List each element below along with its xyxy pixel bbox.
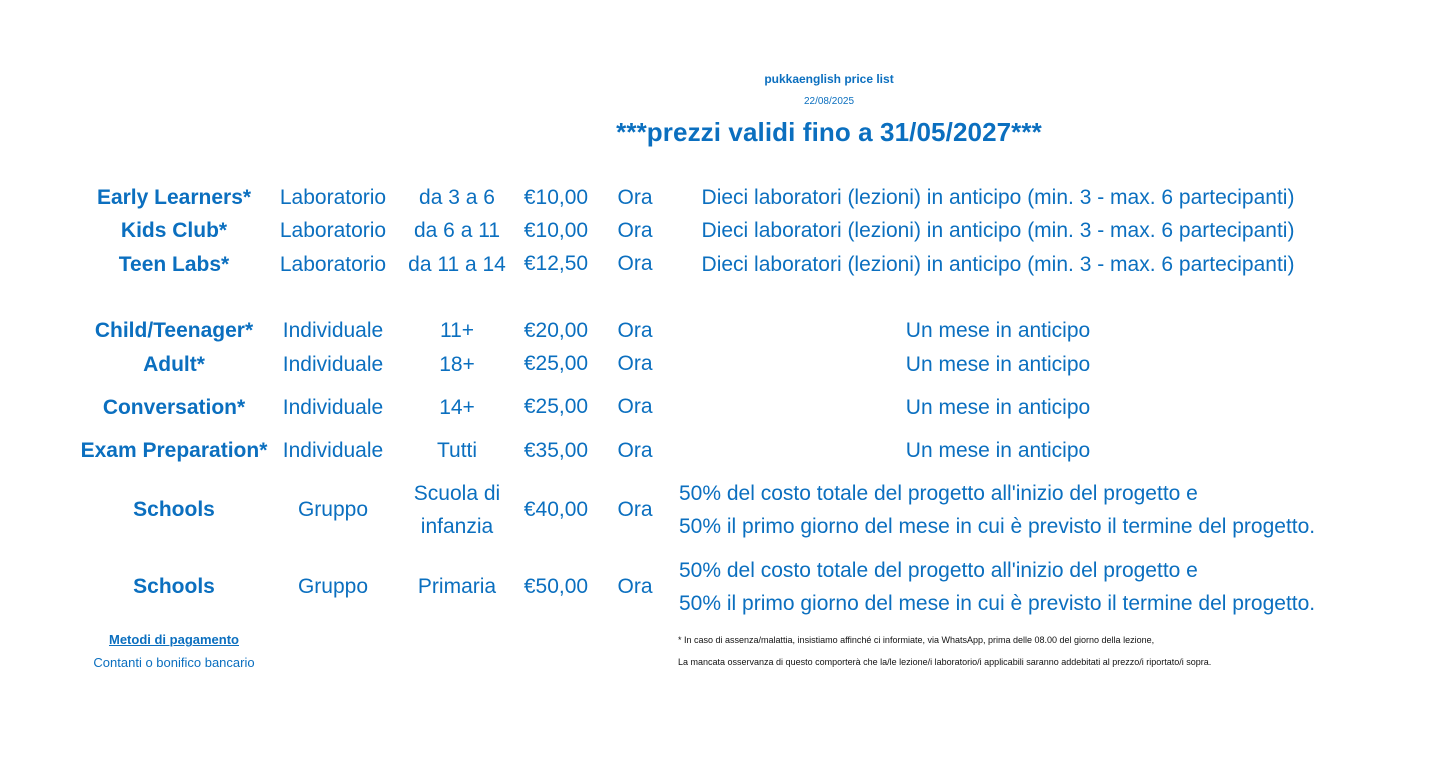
payment-terms: Un mese in anticipo <box>905 396 1091 419</box>
course-name: Teen Labs* <box>118 253 230 276</box>
course-name: Schools <box>133 498 215 521</box>
date-label: 22/08/2025 <box>803 96 855 107</box>
course-name: Child/Teenager* <box>94 319 254 342</box>
price: €40,00 <box>523 498 589 521</box>
payment-terms: Un mese in anticipo <box>905 439 1091 462</box>
course-type: Gruppo <box>297 498 369 521</box>
course-type: Laboratorio <box>279 186 387 209</box>
course-type: Individuale <box>282 439 384 462</box>
age-range: 11+ <box>439 319 475 342</box>
payment-terms-line1: 50% del costo totale del progetto all'inizio del progetto e <box>679 559 1198 582</box>
price-unit: Ora <box>617 319 653 342</box>
price-unit: Ora <box>617 186 653 209</box>
footnote-line1: * In caso di assenza/malattia, insistiamo affinché ci informiate, via WhatsApp, prima delle 08.00 del giorno della lezione, <box>678 635 1155 645</box>
age-range: da 11 a 14 <box>408 253 506 276</box>
price: €10,00 <box>523 219 589 242</box>
payment-terms: Dieci laboratori (lezioni) in anticipo (min. 3 - max. 6 partecipanti) <box>701 219 1295 242</box>
course-type: Laboratorio <box>279 253 387 276</box>
payment-terms: Un mese in anticipo <box>905 353 1091 376</box>
footnote-line2: La mancata osservanza di questo comporterà che la/le lezione/i laboratorio/i applicabili saranno addebitati al prezzo/i riportato/i sopra. <box>678 657 1212 667</box>
payment-terms: Dieci laboratori (lezioni) in anticipo (min. 3 - max. 6 partecipanti) <box>701 253 1295 276</box>
price-unit: Ora <box>617 352 653 375</box>
age-range: 18+ <box>439 353 475 376</box>
age-range: Tutti <box>436 439 478 462</box>
course-name: Adult* <box>143 353 205 376</box>
age-range: Primaria <box>417 575 497 598</box>
price: €50,00 <box>523 575 589 598</box>
price: €35,00 <box>523 439 589 462</box>
price: €20,00 <box>523 319 589 342</box>
course-type: Laboratorio <box>279 219 387 242</box>
payment-methods-text: Contanti o bonifico bancario <box>93 655 255 670</box>
age-range-line2: infanzia <box>420 515 494 538</box>
price-unit: Ora <box>617 395 653 418</box>
payment-terms-line1: 50% del costo totale del progetto all'inizio del progetto e <box>679 482 1198 505</box>
price: €25,00 <box>523 395 589 418</box>
course-name: Conversation* <box>102 396 246 419</box>
price-unit: Ora <box>617 575 653 598</box>
course-name: Schools <box>133 575 215 598</box>
price: €12,50 <box>523 252 589 275</box>
course-name: Kids Club* <box>120 219 228 242</box>
price-unit: Ora <box>617 219 653 242</box>
payment-terms: Dieci laboratori (lezioni) in anticipo (min. 3 - max. 6 partecipanti) <box>701 186 1295 209</box>
payment-methods-title: Metodi di pagamento <box>109 632 239 647</box>
course-type: Individuale <box>282 396 384 419</box>
price-unit: Ora <box>617 439 653 462</box>
payment-terms-line2: 50% il primo giorno del mese in cui è previsto il termine del progetto. <box>679 592 1316 615</box>
course-type: Individuale <box>282 319 384 342</box>
payment-terms-line2: 50% il primo giorno del mese in cui è previsto il termine del progetto. <box>679 515 1316 538</box>
price-unit: Ora <box>617 252 653 275</box>
age-range: da 3 a 6 <box>419 186 495 209</box>
age-range-line1: Scuola di <box>413 482 501 505</box>
age-range: 14+ <box>439 396 475 419</box>
price-unit: Ora <box>617 498 653 521</box>
payment-terms: Un mese in anticipo <box>905 319 1091 342</box>
course-name: Exam Preparation* <box>80 439 268 462</box>
validity-banner: ***prezzi validi fino a 31/05/2027*** <box>616 117 1042 147</box>
course-type: Gruppo <box>297 575 369 598</box>
age-range: da 6 a 11 <box>413 219 501 242</box>
price: €10,00 <box>523 186 589 209</box>
course-type: Individuale <box>282 353 384 376</box>
price: €25,00 <box>523 352 589 375</box>
course-name: Early Learners* <box>96 186 252 209</box>
brand-title: pukkaenglish price list <box>764 72 894 86</box>
